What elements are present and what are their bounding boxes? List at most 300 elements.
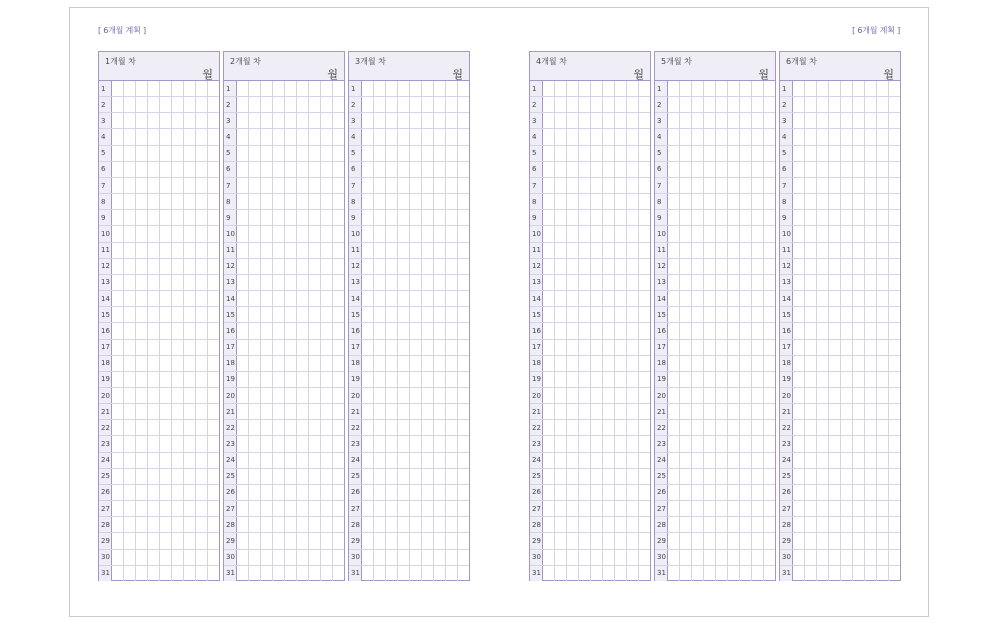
grid-cell[interactable] — [639, 323, 650, 338]
grid-cell[interactable] — [208, 340, 219, 355]
grid-cell[interactable] — [591, 404, 603, 419]
grid-cell[interactable] — [333, 97, 344, 112]
grid-cell[interactable] — [237, 81, 249, 96]
grid-cell[interactable] — [434, 146, 446, 161]
grid-cell[interactable] — [543, 420, 555, 435]
grid-cell[interactable] — [458, 436, 469, 451]
grid-cell[interactable] — [841, 566, 853, 581]
grid-cell[interactable] — [865, 533, 877, 548]
grid-cell[interactable] — [889, 453, 900, 468]
grid-cell[interactable] — [668, 356, 680, 371]
grid-cell[interactable] — [728, 291, 740, 306]
grid-cell[interactable] — [805, 113, 817, 128]
grid-cell[interactable] — [865, 356, 877, 371]
grid-cell[interactable] — [567, 453, 579, 468]
grid-cell[interactable] — [668, 291, 680, 306]
grid-cell[interactable] — [321, 275, 333, 290]
grid-cell[interactable] — [410, 259, 422, 274]
grid-cell[interactable] — [639, 307, 650, 322]
grid-cell[interactable] — [853, 291, 865, 306]
grid-cell[interactable] — [764, 307, 775, 322]
grid-cell[interactable] — [386, 275, 398, 290]
grid-cell[interactable] — [752, 291, 764, 306]
grid-cell[interactable] — [249, 517, 261, 532]
grid-cell[interactable] — [196, 356, 208, 371]
grid-cell[interactable] — [793, 226, 805, 241]
grid-cell[interactable] — [704, 533, 716, 548]
grid-cell[interactable] — [172, 372, 184, 387]
grid-cell[interactable] — [829, 436, 841, 451]
grid-cell[interactable] — [285, 388, 297, 403]
grid-cell[interactable] — [458, 388, 469, 403]
grid-cell[interactable] — [817, 129, 829, 144]
grid-cell[interactable] — [309, 372, 321, 387]
grid-cell[interactable] — [273, 129, 285, 144]
grid-cell[interactable] — [208, 356, 219, 371]
grid-cell[interactable] — [740, 388, 752, 403]
grid-cell[interactable] — [704, 243, 716, 258]
grid-cell[interactable] — [555, 210, 567, 225]
grid-cell[interactable] — [805, 550, 817, 565]
grid-cell[interactable] — [877, 356, 889, 371]
grid-cell[interactable] — [273, 307, 285, 322]
grid-cell[interactable] — [704, 162, 716, 177]
grid-cell[interactable] — [692, 485, 704, 500]
grid-cell[interactable] — [603, 550, 615, 565]
grid-cell[interactable] — [615, 259, 627, 274]
grid-cell[interactable] — [208, 566, 219, 581]
grid-cell[interactable] — [543, 372, 555, 387]
grid-cell[interactable] — [579, 340, 591, 355]
grid-cell[interactable] — [716, 210, 728, 225]
grid-cell[interactable] — [458, 404, 469, 419]
grid-cell[interactable] — [692, 550, 704, 565]
grid-cell[interactable] — [148, 291, 160, 306]
grid-cell[interactable] — [793, 453, 805, 468]
grid-cell[interactable] — [567, 291, 579, 306]
grid-cell[interactable] — [853, 307, 865, 322]
grid-cell[interactable] — [160, 97, 172, 112]
grid-cell[interactable] — [208, 243, 219, 258]
grid-cell[interactable] — [639, 259, 650, 274]
grid-cell[interactable] — [877, 501, 889, 516]
grid-cell[interactable] — [422, 146, 434, 161]
grid-cell[interactable] — [567, 501, 579, 516]
grid-cell[interactable] — [172, 291, 184, 306]
grid-cell[interactable] — [716, 291, 728, 306]
grid-cell[interactable] — [148, 129, 160, 144]
grid-cell[interactable] — [172, 533, 184, 548]
grid-cell[interactable] — [841, 226, 853, 241]
grid-cell[interactable] — [591, 113, 603, 128]
grid-cell[interactable] — [321, 291, 333, 306]
grid-cell[interactable] — [680, 420, 692, 435]
grid-cell[interactable] — [841, 194, 853, 209]
grid-cell[interactable] — [112, 372, 124, 387]
grid-cell[interactable] — [285, 453, 297, 468]
grid-cell[interactable] — [434, 275, 446, 290]
grid-cell[interactable] — [434, 291, 446, 306]
grid-cell[interactable] — [184, 420, 196, 435]
grid-cell[interactable] — [374, 550, 386, 565]
grid-cell[interactable] — [740, 162, 752, 177]
grid-cell[interactable] — [374, 566, 386, 581]
grid-cell[interactable] — [752, 129, 764, 144]
grid-cell[interactable] — [805, 469, 817, 484]
grid-cell[interactable] — [362, 259, 374, 274]
grid-cell[interactable] — [567, 469, 579, 484]
grid-cell[interactable] — [567, 178, 579, 193]
grid-cell[interactable] — [172, 259, 184, 274]
grid-cell[interactable] — [410, 356, 422, 371]
grid-cell[interactable] — [184, 129, 196, 144]
grid-cell[interactable] — [740, 194, 752, 209]
grid-cell[interactable] — [148, 162, 160, 177]
grid-cell[interactable] — [603, 420, 615, 435]
grid-cell[interactable] — [805, 97, 817, 112]
grid-cell[interactable] — [615, 146, 627, 161]
grid-cell[interactable] — [639, 550, 650, 565]
grid-cell[interactable] — [374, 340, 386, 355]
grid-cell[interactable] — [333, 372, 344, 387]
grid-cell[interactable] — [805, 388, 817, 403]
grid-cell[interactable] — [764, 404, 775, 419]
grid-cell[interactable] — [889, 129, 900, 144]
grid-cell[interactable] — [333, 517, 344, 532]
grid-cell[interactable] — [889, 356, 900, 371]
grid-cell[interactable] — [603, 307, 615, 322]
grid-cell[interactable] — [793, 356, 805, 371]
grid-cell[interactable] — [889, 275, 900, 290]
grid-cell[interactable] — [555, 356, 567, 371]
grid-cell[interactable] — [668, 129, 680, 144]
grid-cell[interactable] — [237, 146, 249, 161]
grid-cell[interactable] — [321, 210, 333, 225]
grid-cell[interactable] — [386, 178, 398, 193]
grid-cell[interactable] — [829, 533, 841, 548]
grid-cell[interactable] — [237, 259, 249, 274]
grid-cell[interactable] — [136, 453, 148, 468]
grid-cell[interactable] — [817, 275, 829, 290]
grid-cell[interactable] — [273, 404, 285, 419]
grid-cell[interactable] — [805, 81, 817, 96]
grid-cell[interactable] — [458, 178, 469, 193]
grid-cell[interactable] — [680, 469, 692, 484]
grid-cell[interactable] — [112, 113, 124, 128]
grid-cell[interactable] — [579, 81, 591, 96]
grid-cell[interactable] — [148, 404, 160, 419]
grid-cell[interactable] — [374, 226, 386, 241]
grid-cell[interactable] — [841, 210, 853, 225]
grid-cell[interactable] — [124, 372, 136, 387]
grid-cell[interactable] — [386, 436, 398, 451]
grid-cell[interactable] — [591, 129, 603, 144]
grid-cell[interactable] — [639, 113, 650, 128]
grid-cell[interactable] — [386, 453, 398, 468]
grid-cell[interactable] — [627, 485, 639, 500]
grid-cell[interactable] — [889, 243, 900, 258]
grid-cell[interactable] — [793, 436, 805, 451]
grid-cell[interactable] — [740, 97, 752, 112]
grid-cell[interactable] — [273, 291, 285, 306]
grid-cell[interactable] — [752, 404, 764, 419]
grid-cell[interactable] — [668, 550, 680, 565]
grid-cell[interactable] — [829, 372, 841, 387]
grid-cell[interactable] — [136, 404, 148, 419]
grid-cell[interactable] — [362, 566, 374, 581]
grid-cell[interactable] — [237, 356, 249, 371]
grid-cell[interactable] — [196, 194, 208, 209]
grid-cell[interactable] — [555, 259, 567, 274]
grid-cell[interactable] — [639, 226, 650, 241]
grid-cell[interactable] — [740, 210, 752, 225]
grid-cell[interactable] — [136, 275, 148, 290]
grid-cell[interactable] — [841, 146, 853, 161]
grid-cell[interactable] — [196, 388, 208, 403]
grid-cell[interactable] — [434, 113, 446, 128]
grid-cell[interactable] — [148, 146, 160, 161]
grid-cell[interactable] — [362, 501, 374, 516]
grid-cell[interactable] — [160, 146, 172, 161]
grid-cell[interactable] — [841, 259, 853, 274]
grid-cell[interactable] — [603, 566, 615, 581]
grid-cell[interactable] — [877, 113, 889, 128]
grid-cell[interactable] — [692, 291, 704, 306]
grid-cell[interactable] — [579, 323, 591, 338]
grid-cell[interactable] — [603, 226, 615, 241]
grid-cell[interactable] — [136, 356, 148, 371]
grid-cell[interactable] — [889, 162, 900, 177]
grid-cell[interactable] — [398, 307, 410, 322]
grid-cell[interactable] — [374, 485, 386, 500]
grid-cell[interactable] — [148, 113, 160, 128]
grid-cell[interactable] — [680, 533, 692, 548]
grid-cell[interactable] — [591, 97, 603, 112]
grid-cell[interactable] — [764, 501, 775, 516]
grid-cell[interactable] — [752, 420, 764, 435]
grid-cell[interactable] — [817, 340, 829, 355]
grid-cell[interactable] — [865, 194, 877, 209]
grid-cell[interactable] — [579, 436, 591, 451]
grid-cell[interactable] — [172, 97, 184, 112]
grid-cell[interactable] — [237, 388, 249, 403]
grid-cell[interactable] — [752, 210, 764, 225]
grid-cell[interactable] — [321, 129, 333, 144]
grid-cell[interactable] — [297, 517, 309, 532]
grid-cell[interactable] — [297, 356, 309, 371]
grid-cell[interactable] — [615, 178, 627, 193]
grid-cell[interactable] — [184, 194, 196, 209]
grid-cell[interactable] — [865, 323, 877, 338]
grid-cell[interactable] — [112, 469, 124, 484]
grid-cell[interactable] — [446, 307, 458, 322]
grid-cell[interactable] — [249, 550, 261, 565]
grid-cell[interactable] — [446, 420, 458, 435]
grid-cell[interactable] — [237, 275, 249, 290]
grid-cell[interactable] — [841, 97, 853, 112]
grid-cell[interactable] — [805, 517, 817, 532]
grid-cell[interactable] — [680, 485, 692, 500]
grid-cell[interactable] — [543, 469, 555, 484]
grid-cell[interactable] — [458, 469, 469, 484]
grid-cell[interactable] — [841, 469, 853, 484]
grid-cell[interactable] — [639, 436, 650, 451]
grid-cell[interactable] — [627, 81, 639, 96]
grid-cell[interactable] — [805, 453, 817, 468]
grid-cell[interactable] — [567, 97, 579, 112]
grid-cell[interactable] — [184, 178, 196, 193]
grid-cell[interactable] — [692, 356, 704, 371]
grid-cell[interactable] — [148, 436, 160, 451]
grid-cell[interactable] — [639, 388, 650, 403]
grid-cell[interactable] — [716, 340, 728, 355]
grid-cell[interactable] — [603, 129, 615, 144]
grid-cell[interactable] — [297, 550, 309, 565]
grid-cell[interactable] — [148, 275, 160, 290]
grid-cell[interactable] — [261, 372, 273, 387]
grid-cell[interactable] — [458, 226, 469, 241]
grid-cell[interactable] — [728, 485, 740, 500]
grid-cell[interactable] — [680, 307, 692, 322]
grid-cell[interactable] — [639, 501, 650, 516]
grid-cell[interactable] — [434, 517, 446, 532]
grid-cell[interactable] — [249, 566, 261, 581]
grid-cell[interactable] — [374, 243, 386, 258]
grid-cell[interactable] — [446, 501, 458, 516]
grid-cell[interactable] — [422, 113, 434, 128]
grid-cell[interactable] — [208, 226, 219, 241]
grid-cell[interactable] — [853, 550, 865, 565]
grid-cell[interactable] — [386, 550, 398, 565]
grid-cell[interactable] — [249, 453, 261, 468]
grid-cell[interactable] — [434, 372, 446, 387]
grid-cell[interactable] — [728, 307, 740, 322]
grid-cell[interactable] — [434, 129, 446, 144]
grid-cell[interactable] — [261, 129, 273, 144]
grid-cell[interactable] — [160, 566, 172, 581]
grid-cell[interactable] — [321, 420, 333, 435]
grid-cell[interactable] — [422, 259, 434, 274]
grid-cell[interactable] — [249, 113, 261, 128]
grid-cell[interactable] — [112, 388, 124, 403]
grid-cell[interactable] — [740, 178, 752, 193]
grid-cell[interactable] — [752, 501, 764, 516]
grid-cell[interactable] — [362, 129, 374, 144]
grid-cell[interactable] — [434, 420, 446, 435]
grid-cell[interactable] — [446, 566, 458, 581]
grid-cell[interactable] — [309, 485, 321, 500]
grid-cell[interactable] — [555, 404, 567, 419]
grid-cell[interactable] — [237, 178, 249, 193]
grid-cell[interactable] — [112, 210, 124, 225]
grid-cell[interactable] — [321, 146, 333, 161]
grid-cell[interactable] — [740, 372, 752, 387]
grid-cell[interactable] — [817, 566, 829, 581]
grid-cell[interactable] — [410, 453, 422, 468]
grid-cell[interactable] — [591, 485, 603, 500]
grid-cell[interactable] — [829, 388, 841, 403]
grid-cell[interactable] — [362, 517, 374, 532]
grid-cell[interactable] — [422, 162, 434, 177]
grid-cell[interactable] — [160, 550, 172, 565]
grid-cell[interactable] — [184, 113, 196, 128]
grid-cell[interactable] — [692, 372, 704, 387]
grid-cell[interactable] — [112, 226, 124, 241]
grid-cell[interactable] — [374, 307, 386, 322]
grid-cell[interactable] — [196, 420, 208, 435]
grid-cell[interactable] — [853, 259, 865, 274]
grid-cell[interactable] — [273, 178, 285, 193]
grid-cell[interactable] — [362, 453, 374, 468]
grid-cell[interactable] — [285, 243, 297, 258]
grid-cell[interactable] — [172, 194, 184, 209]
grid-cell[interactable] — [398, 178, 410, 193]
grid-cell[interactable] — [865, 372, 877, 387]
grid-cell[interactable] — [422, 323, 434, 338]
grid-cell[interactable] — [398, 323, 410, 338]
grid-cell[interactable] — [817, 146, 829, 161]
grid-cell[interactable] — [112, 517, 124, 532]
grid-cell[interactable] — [208, 178, 219, 193]
grid-cell[interactable] — [386, 566, 398, 581]
grid-cell[interactable] — [680, 178, 692, 193]
grid-cell[interactable] — [853, 469, 865, 484]
grid-cell[interactable] — [716, 113, 728, 128]
grid-cell[interactable] — [591, 243, 603, 258]
grid-cell[interactable] — [579, 517, 591, 532]
grid-cell[interactable] — [752, 243, 764, 258]
grid-cell[interactable] — [160, 113, 172, 128]
grid-cell[interactable] — [208, 404, 219, 419]
grid-cell[interactable] — [716, 307, 728, 322]
grid-cell[interactable] — [386, 307, 398, 322]
grid-cell[interactable] — [208, 517, 219, 532]
grid-cell[interactable] — [446, 388, 458, 403]
grid-cell[interactable] — [261, 97, 273, 112]
grid-cell[interactable] — [877, 340, 889, 355]
grid-cell[interactable] — [273, 485, 285, 500]
grid-cell[interactable] — [321, 97, 333, 112]
grid-cell[interactable] — [321, 323, 333, 338]
grid-cell[interactable] — [668, 453, 680, 468]
grid-cell[interactable] — [680, 81, 692, 96]
grid-cell[interactable] — [446, 340, 458, 355]
grid-cell[interactable] — [615, 501, 627, 516]
grid-cell[interactable] — [434, 162, 446, 177]
grid-cell[interactable] — [793, 517, 805, 532]
grid-cell[interactable] — [285, 501, 297, 516]
grid-cell[interactable] — [309, 356, 321, 371]
grid-cell[interactable] — [434, 436, 446, 451]
grid-cell[interactable] — [309, 162, 321, 177]
grid-cell[interactable] — [422, 356, 434, 371]
grid-cell[interactable] — [793, 210, 805, 225]
grid-cell[interactable] — [398, 226, 410, 241]
grid-cell[interactable] — [237, 97, 249, 112]
grid-cell[interactable] — [704, 517, 716, 532]
grid-cell[interactable] — [591, 162, 603, 177]
grid-cell[interactable] — [362, 275, 374, 290]
grid-cell[interactable] — [446, 517, 458, 532]
grid-cell[interactable] — [297, 146, 309, 161]
grid-cell[interactable] — [362, 485, 374, 500]
grid-cell[interactable] — [764, 388, 775, 403]
grid-cell[interactable] — [112, 323, 124, 338]
grid-cell[interactable] — [692, 469, 704, 484]
grid-cell[interactable] — [591, 420, 603, 435]
grid-cell[interactable] — [692, 243, 704, 258]
grid-cell[interactable] — [639, 469, 650, 484]
